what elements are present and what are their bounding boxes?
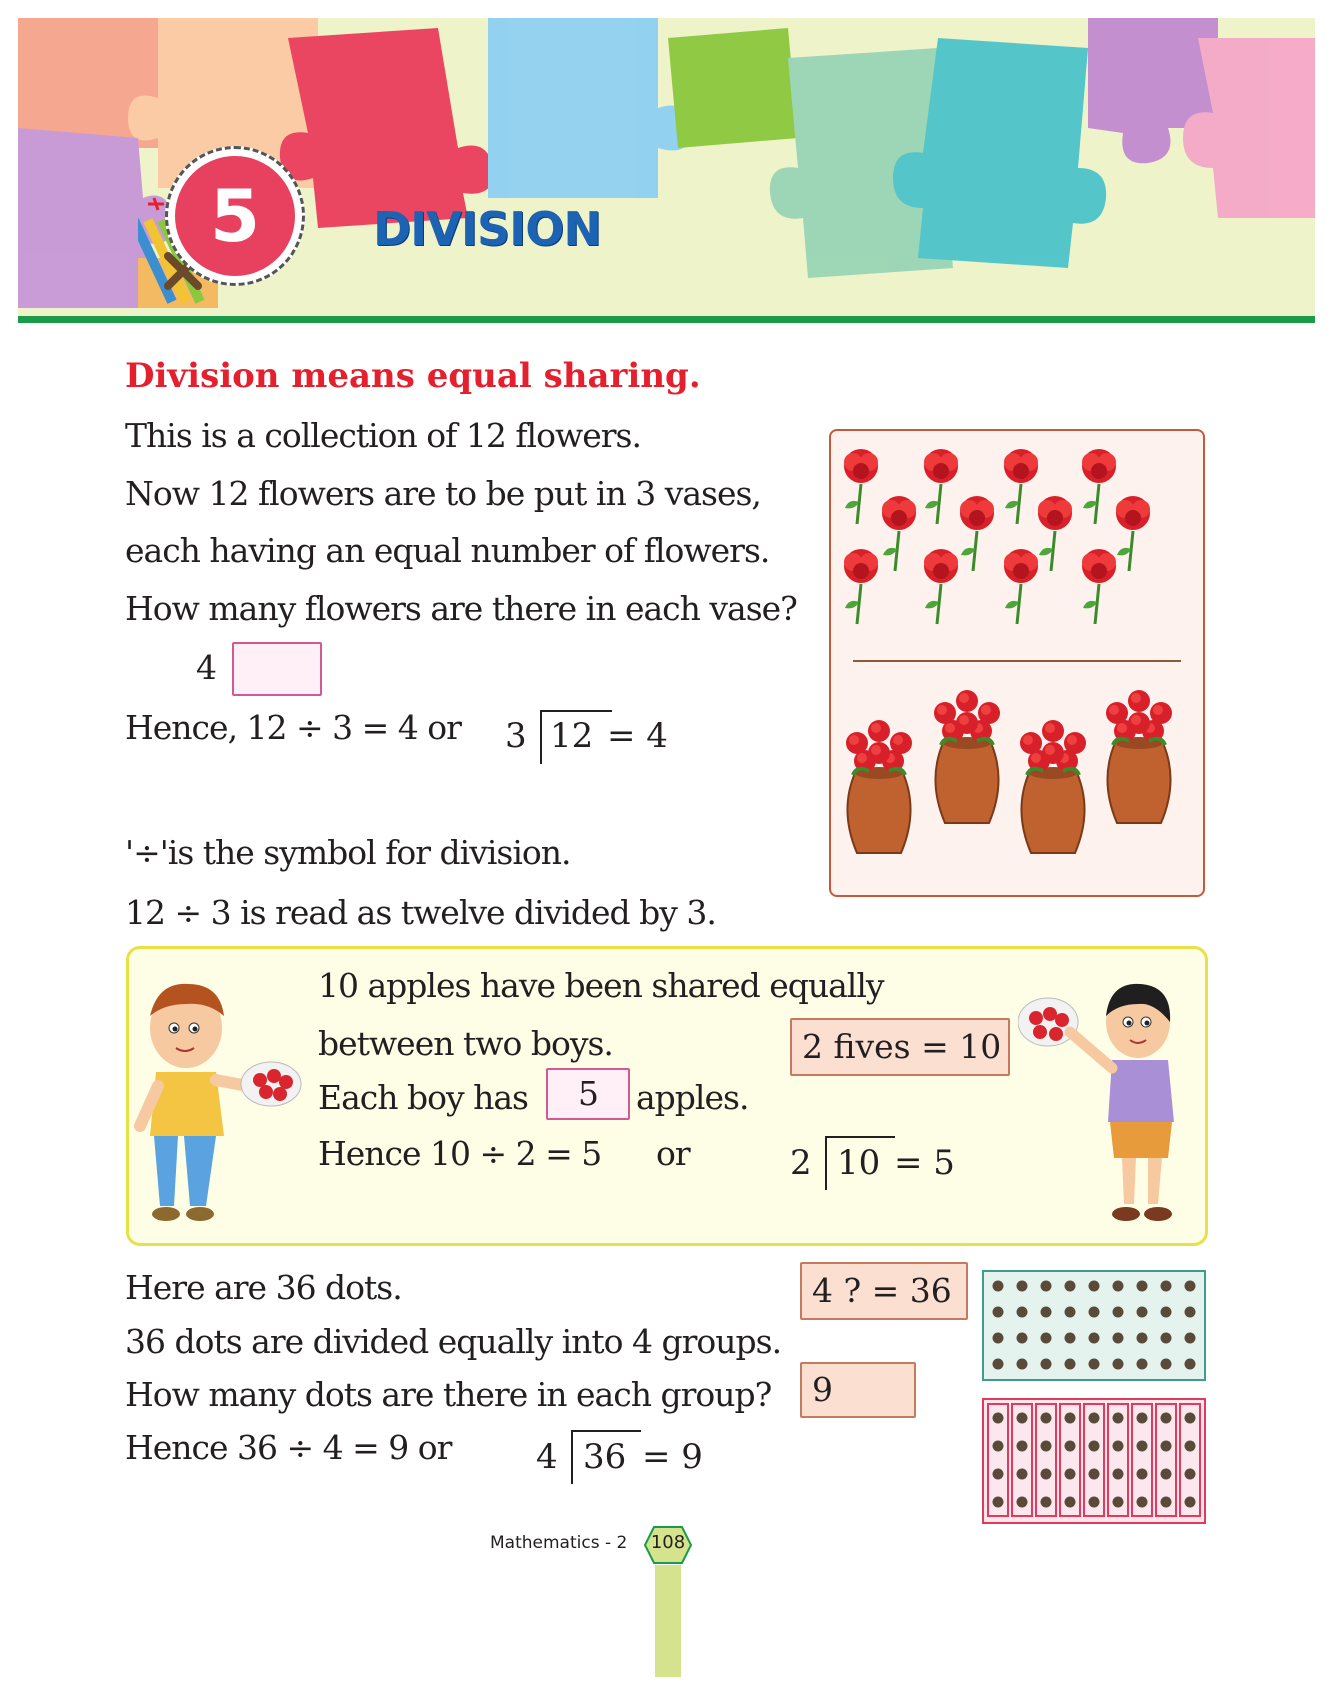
boy-with-apples-right — [1018, 982, 1198, 1236]
apples-or: or — [656, 1134, 690, 1173]
dot — [1041, 1359, 1052, 1370]
chapter-number: 5 — [175, 156, 295, 276]
each-boy-answer-box[interactable]: 5 — [546, 1068, 630, 1120]
rose-flower — [924, 449, 958, 524]
dot — [1017, 1441, 1028, 1452]
dot — [1137, 1281, 1148, 1292]
rose-flower — [960, 496, 994, 571]
each-boy-label: Each boy has — [318, 1078, 528, 1117]
dot — [1089, 1281, 1100, 1292]
answer-box[interactable] — [232, 642, 322, 696]
dot — [1065, 1307, 1076, 1318]
long-division-result: = 4 — [607, 716, 668, 756]
text-line: Now 12 flowers are to be put in 3 vases, — [125, 474, 761, 513]
rose-flower — [844, 549, 878, 624]
dots-line-2: 36 dots are divided equally into 4 groups. — [125, 1322, 782, 1361]
rose-flower — [924, 549, 958, 624]
apples-line-1: 10 apples have been shared equally — [318, 966, 884, 1005]
dot — [1113, 1281, 1124, 1292]
dot — [1017, 1497, 1028, 1508]
read-line: 12 ÷ 3 is read as twelve divided by 3. — [125, 893, 716, 932]
dot — [1017, 1359, 1028, 1370]
dot — [1017, 1281, 1028, 1292]
long-division-divisor: 3 — [505, 716, 527, 756]
dots-line-3: How many dots are there in each group? — [125, 1375, 772, 1414]
dots-groups — [982, 1398, 1206, 1524]
dot — [1185, 1281, 1196, 1292]
rose-flower — [1038, 496, 1072, 571]
each-boy-suffix: apples. — [636, 1078, 749, 1117]
dot — [1089, 1497, 1100, 1508]
text-line: each having an equal number of flowers. — [125, 531, 770, 570]
dot — [1041, 1441, 1052, 1452]
text-line: How many flowers are there in each vase? — [125, 589, 797, 628]
dot — [1137, 1469, 1148, 1480]
dot — [1185, 1413, 1196, 1424]
dot — [993, 1281, 1004, 1292]
dot — [1017, 1333, 1028, 1344]
dot — [1113, 1359, 1124, 1370]
vase-with-flowers — [1106, 690, 1172, 823]
vase-with-flowers — [1020, 720, 1086, 853]
dot — [1161, 1497, 1172, 1508]
dot — [1065, 1359, 1076, 1370]
dot — [993, 1441, 1004, 1452]
long-division-dividend: 36 — [583, 1437, 627, 1477]
dot — [993, 1413, 1004, 1424]
apples-line-2: between two boys. — [318, 1024, 613, 1063]
page-number: 108 — [650, 1532, 686, 1553]
dots-hence: Hence 36 ÷ 4 = 9 or — [125, 1428, 452, 1467]
dot — [1041, 1281, 1052, 1292]
dot — [1137, 1333, 1148, 1344]
symbol-line: '÷'is the symbol for division. — [125, 833, 571, 872]
vase-with-flowers — [846, 720, 912, 853]
dot — [1185, 1359, 1196, 1370]
dot — [1161, 1307, 1172, 1318]
answer-box[interactable]: 9 — [800, 1362, 916, 1418]
dot — [1017, 1469, 1028, 1480]
rose-flower — [1004, 549, 1038, 624]
dot — [1065, 1413, 1076, 1424]
long-division-dividend: 10 — [837, 1143, 881, 1183]
equation-box: 4 ? = 36 — [800, 1262, 968, 1320]
long-division-result: = 9 — [642, 1437, 703, 1477]
dot — [1089, 1441, 1100, 1452]
long-division-divisor: 4 — [536, 1437, 558, 1477]
fives-box: 2 fives = 10 — [790, 1018, 1010, 1076]
long-division-dividend: 12 — [550, 716, 594, 756]
dot — [1161, 1333, 1172, 1344]
long-division-result: = 5 — [894, 1143, 955, 1183]
boy-with-apples-left — [128, 976, 303, 1236]
dot — [1041, 1413, 1052, 1424]
dot — [1113, 1307, 1124, 1318]
dot — [1041, 1497, 1052, 1508]
dot — [1113, 1497, 1124, 1508]
dot — [1089, 1307, 1100, 1318]
rose-flower — [882, 496, 916, 571]
dot — [1185, 1307, 1196, 1318]
dot — [1137, 1497, 1148, 1508]
dot — [993, 1359, 1004, 1370]
vase-with-flowers — [934, 690, 1000, 823]
dot — [1089, 1469, 1100, 1480]
dot — [1185, 1333, 1196, 1344]
dot — [1113, 1469, 1124, 1480]
dot — [1185, 1469, 1196, 1480]
dot — [1161, 1413, 1172, 1424]
dot — [1065, 1281, 1076, 1292]
dot — [1185, 1441, 1196, 1452]
dot — [1041, 1333, 1052, 1344]
hence-line: Hence, 12 ÷ 3 = 4 or — [125, 708, 461, 747]
answer-prefix: 4 — [196, 648, 216, 687]
text-line: This is a collection of 12 flowers. — [125, 416, 641, 455]
dot — [993, 1497, 1004, 1508]
dot — [1065, 1441, 1076, 1452]
dot — [1137, 1441, 1148, 1452]
long-division-divisor: 2 — [790, 1143, 812, 1183]
apples-hence: Hence 10 ÷ 2 = 5 — [318, 1134, 602, 1173]
dot — [1089, 1359, 1100, 1370]
section-heading: Division means equal sharing. — [125, 356, 701, 396]
dot — [1065, 1469, 1076, 1480]
dot — [1137, 1359, 1148, 1370]
dot — [1113, 1333, 1124, 1344]
dot — [1089, 1413, 1100, 1424]
dot — [993, 1307, 1004, 1318]
dot — [1113, 1441, 1124, 1452]
dot — [1041, 1307, 1052, 1318]
footer-label: Mathematics - 2 — [490, 1533, 628, 1553]
flowers-illustration — [829, 429, 1205, 897]
dots-line-1: Here are 36 dots. — [125, 1268, 402, 1307]
dot — [1089, 1333, 1100, 1344]
page-tab — [655, 1565, 681, 1677]
dot — [1113, 1413, 1124, 1424]
dot — [1065, 1497, 1076, 1508]
dot — [1161, 1281, 1172, 1292]
dot — [1185, 1497, 1196, 1508]
dot — [993, 1333, 1004, 1344]
dot — [1065, 1333, 1076, 1344]
chapter-title: DIVISION — [373, 202, 601, 256]
dot — [1137, 1307, 1148, 1318]
dot — [993, 1469, 1004, 1480]
rose-flower — [1004, 449, 1038, 524]
dots-grid — [982, 1270, 1206, 1381]
rose-flower — [1082, 549, 1116, 624]
rose-flower — [1082, 449, 1116, 524]
dot — [1161, 1469, 1172, 1480]
dot — [1041, 1469, 1052, 1480]
dot — [1137, 1413, 1148, 1424]
dot — [1161, 1359, 1172, 1370]
dot — [1017, 1413, 1028, 1424]
rose-flower — [844, 449, 878, 524]
rose-flower — [1116, 496, 1150, 571]
dot — [1161, 1441, 1172, 1452]
dot — [1017, 1307, 1028, 1318]
